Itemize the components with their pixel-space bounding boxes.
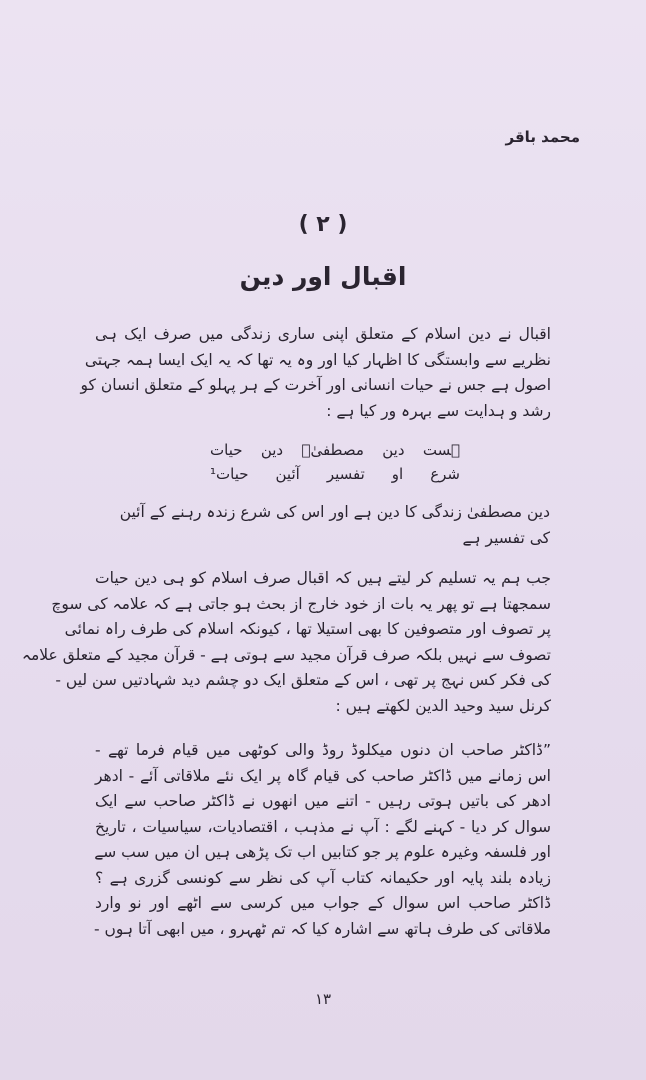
paragraph-quotation xyxy=(95,738,551,942)
page-number: ۱۳ xyxy=(314,990,332,1008)
text-line: سوال کر دیا - کہنے لگے : آپ نے مذہب ، اقتصادیات، سیاسیات ، تاریخ xyxy=(95,817,551,836)
text-line: تصوف سے نہیں بلکہ صرف قرآن مجید سے ہوتی ہے - قرآن مجید کے متعلق علامہ xyxy=(21,645,551,664)
text-line: ڈاکٹر صاحب اس سوال کے جواب میں کرسی سے اٹھے اور نو وارد xyxy=(95,894,551,912)
text-line: ”ڈاکٹر صاحب ان دنوں میکلوڈ روڈ والی کوٹھی میں قیام فرما تھے - xyxy=(95,741,551,759)
text-line: زیادہ بلند پایہ اور حکیمانہ کتاب آپ کی نظر سے کونسی گزری ہے ؟ xyxy=(95,868,551,887)
chapter-number: ( ۲ ) xyxy=(298,212,348,237)
text-line: دین مصطفیٰ زندگی کا دین ہے اور اس کی شرع زندہ رہنے کے آئین xyxy=(119,503,550,521)
text-line: جب ہم یہ تسلیم کر لیتے ہیں کہ اقبال صرف اسلام کو ہی دین حیات xyxy=(95,569,551,587)
text-line: کرنل سید وحید الدین لکھتے ہیں : xyxy=(335,696,551,715)
paragraph-intro xyxy=(80,322,551,424)
text-line: اس زمانے میں ڈاکٹر صاحب کی قیام گاہ پر ایک نئے ملاقاتی آئے - ادھر xyxy=(95,766,551,785)
text-line: رشد و ہدایت سے بہرہ ور کیا ہے : xyxy=(326,401,551,420)
text-line: ملاقاتی کی طرف ہاتھ سے اشارہ کیا کہ تم ٹھہرو ، میں ابھی آتا ہوں - xyxy=(94,919,551,938)
text-line: سمجھتا ہے تو پھر یہ بات از خود خارج از بحث ہو جاتی ہے کہ علامہ کی سوچ xyxy=(51,594,551,613)
persian-verse xyxy=(210,438,460,486)
text-line: کی فکر کس نہج پر تھی ، اس کے متعلق ایک دو چشم دید شہادتیں سن لیں - xyxy=(55,671,551,689)
verse-line: شرع او تفسیر آئین حیات¹ xyxy=(210,465,460,483)
text-line: کی تفسیر ہے xyxy=(462,528,550,547)
text-line: اصول ہے جس نے حیات انسانی اور آخرت کے ہر پہلو کے متعلق انسان کو xyxy=(80,376,551,394)
chapter-title: اقبال اور دین xyxy=(239,262,407,291)
text-line: اور فلسفہ وغیرہ علوم پر جو کتابیں اب تک پڑھی ہیں ان میں سب سے xyxy=(94,843,551,861)
verse-line: ہست دین مصطفیٰؐ دین حیات xyxy=(210,441,460,459)
verse-translation xyxy=(119,500,550,551)
text-line: پر تصوف اور متصوفین کا بھی استیلا تھا ، کیونکہ اسلام کی طرف راہ نمائی xyxy=(64,620,551,638)
text-line: اقبال نے دین اسلام کے متعلق اپنی ساری زندگی میں صرف ایک ہی xyxy=(95,325,551,343)
paragraph-sufism xyxy=(21,566,551,719)
author-name: محمد باقر xyxy=(505,128,580,146)
text-line: ادھر کی باتیں ہوتی رہیں - اتنے میں انھوں نے ڈاکٹر صاحب سے ایک xyxy=(95,792,551,810)
text-line: نظریے سے وابستگی کا اظہار کیا اور وہ یہ تھا کہ یہ ایک ایسا ہمہ جہتی xyxy=(84,350,551,369)
